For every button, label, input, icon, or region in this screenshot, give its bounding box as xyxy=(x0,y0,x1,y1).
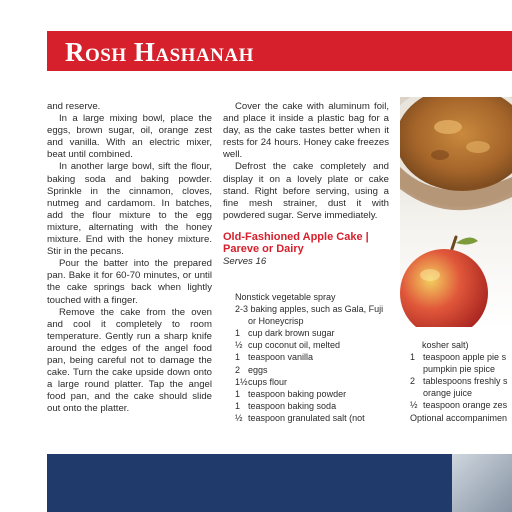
paragraph: Cover the cake with aluminum foil, and place it inside a plastic bag for a day, as the cake tastes better when it rests for 24 hours. Honey cake freezes well. xyxy=(223,101,389,161)
bottom-photo xyxy=(452,454,512,512)
ingredient-qty: 1 xyxy=(235,388,241,399)
ingredient-text: teaspoon orange zes xyxy=(423,400,508,411)
ingredient-item xyxy=(223,303,408,315)
paragraph: In a large mixing bowl, place the eggs, brown sugar, oil, orange zest and vanilla. With an electric mixer, beat until combined. xyxy=(47,113,212,161)
paragraph: Defrost the cake completely and display it on a lovely plate or cake stand. Right before serving, using a fine mesh strainer, dust it with powdered sugar. Serve immediately. xyxy=(223,161,389,221)
ingredient-qty: ½ xyxy=(410,400,418,411)
ingredient-qty: 1 xyxy=(235,400,241,411)
ingredient-list xyxy=(223,291,408,424)
ingredient-text: tablespoons freshly s xyxy=(423,376,508,387)
ingredient-text: 2-3 baking apples, such as Gala, Fuji xyxy=(235,304,384,315)
ingredient-item xyxy=(410,339,512,351)
ingredient-text: cups flour xyxy=(248,376,288,387)
ingredient-qty: 1 xyxy=(235,328,241,339)
paragraph: Pour the batter into the prepared pan. Bake it for 60-70 minutes, or until the cake springs back when lightly touched with a finger. xyxy=(47,258,212,306)
ingredient-item xyxy=(223,339,408,351)
ingredient-text: teaspoon baking soda xyxy=(248,400,337,411)
recipe-serves: Serves 16 xyxy=(223,255,267,267)
photo-illustration xyxy=(400,97,512,327)
ingredient-text: cup dark brown sugar xyxy=(248,328,335,339)
bottom-banner xyxy=(47,454,512,512)
ingredient-qty: 1½ xyxy=(235,376,248,387)
ingredient-list-continued xyxy=(410,339,512,424)
ingredient-text: Nonstick vegetable spray xyxy=(235,292,336,302)
ingredient-text: cup coconut oil, melted xyxy=(248,340,341,351)
ingredient-text: Optional accompanimen xyxy=(410,412,508,423)
ingredient-item xyxy=(223,400,408,412)
ingredient-text: orange juice xyxy=(423,388,473,399)
ingredient-text: teaspoon apple pie s xyxy=(423,352,507,363)
ingredient-text: eggs xyxy=(248,364,268,375)
ingredient-qty: 1 xyxy=(235,352,241,363)
recipe-title: Old-Fashioned Apple Cake | Pareve or Dairy xyxy=(223,230,369,256)
ingredient-text: pumpkin pie spice xyxy=(423,364,496,375)
ingredient-qty: 2 xyxy=(235,364,241,375)
text-column-2 xyxy=(223,101,389,268)
ingredient-text: kosher salt) xyxy=(422,340,469,350)
ingredient-text: teaspoon baking powder xyxy=(248,388,347,399)
ingredient-text: or Honeycrisp xyxy=(248,316,304,327)
ingredient-qty: ½ xyxy=(235,340,243,351)
ingredient-item xyxy=(223,351,408,363)
section-banner xyxy=(47,31,512,71)
section-title: Rosh Hashanah xyxy=(65,37,254,67)
ingredient-item xyxy=(410,412,512,424)
apple-cake-photo xyxy=(400,97,512,327)
ingredient-item xyxy=(223,291,408,303)
ingredient-item xyxy=(410,351,512,363)
ingredient-item xyxy=(223,364,408,376)
text-column-1 xyxy=(47,101,212,415)
ingredient-item xyxy=(410,375,512,387)
ingredient-item xyxy=(223,376,408,388)
ingredient-item xyxy=(223,412,408,424)
ingredient-item xyxy=(223,315,408,327)
ingredient-item xyxy=(223,388,408,400)
ingredient-qty: ½ xyxy=(235,412,243,423)
ingredient-qty: 1 xyxy=(410,352,416,363)
ingredient-item xyxy=(410,399,512,411)
ingredient-text: teaspoon vanilla xyxy=(248,352,314,363)
ingredient-item xyxy=(410,387,512,399)
paragraph: Remove the cake from the oven and cool it completely to room temperature. Gently run a sharp knife around the edges of the angel food pan, being careful not to damage the cake. Turn the cake upside down onto a large round platter. Tap the angel food pan, and the cake should slide out onto the platter. xyxy=(47,306,212,415)
paragraph: In another large bowl, sift the flour, baking soda and baking powder. Sprinkle in the cinnamon, cloves, nutmeg and cardamom. In batches, add the flour mixture to the egg mixture, alternating with the honey mixture. End with the honey mixture. Stir in the pecans. xyxy=(47,161,212,258)
ingredient-item xyxy=(410,363,512,375)
ingredient-item xyxy=(223,327,408,339)
ingredient-qty: 2 xyxy=(410,376,416,387)
ingredient-text: teaspoon granulated salt (not xyxy=(248,412,365,423)
paragraph: and reserve. xyxy=(47,101,101,112)
